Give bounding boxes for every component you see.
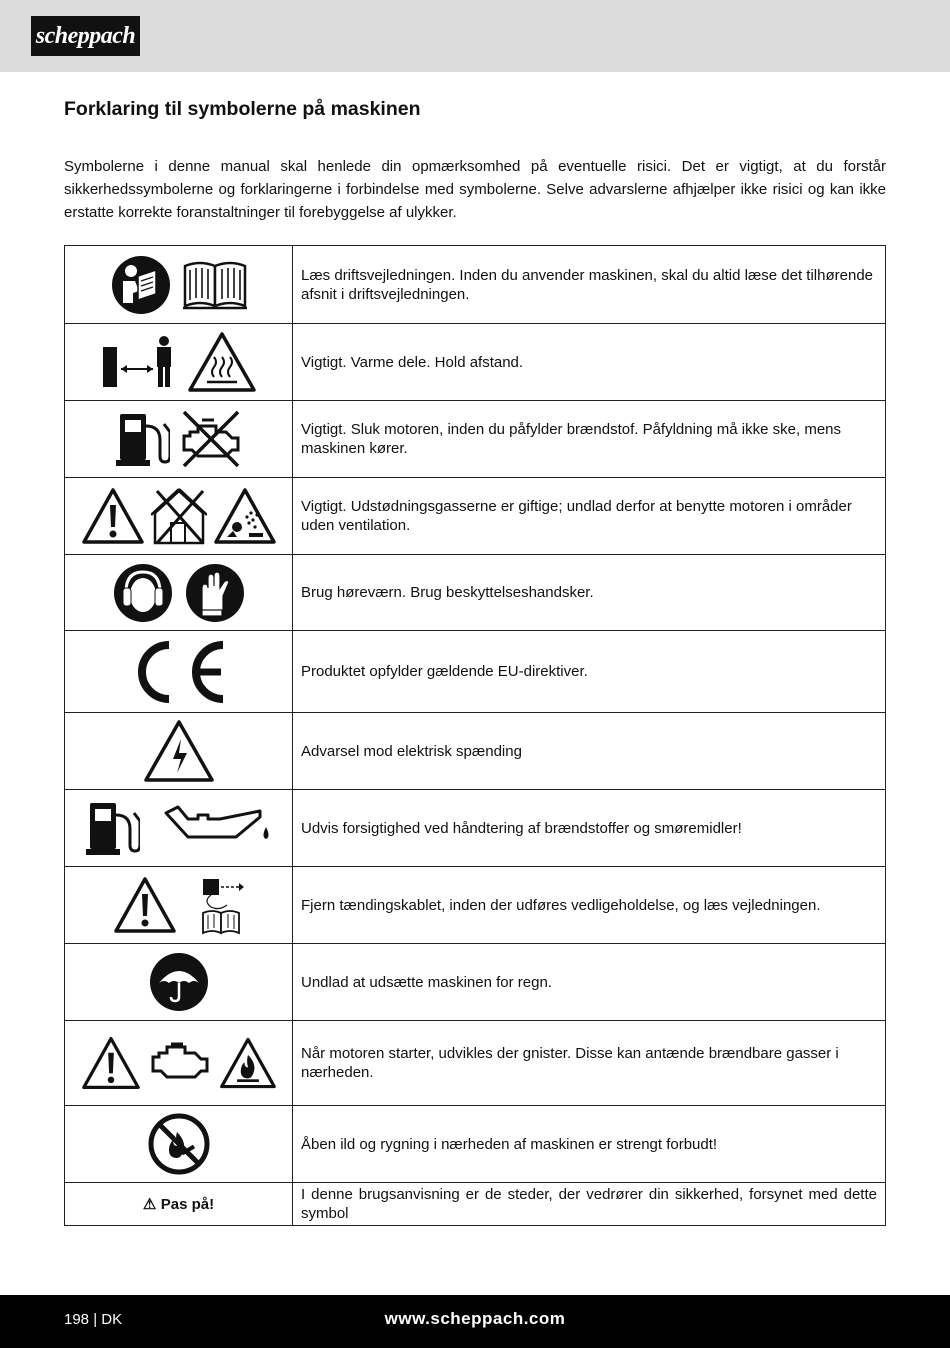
scheppach-logo: scheppach [31,16,140,56]
flammable-warning-icon [219,1036,277,1090]
icon-cell [65,1106,293,1183]
description-cell: Advarsel mod elektrisk spænding [293,713,886,790]
website-link[interactable]: www.scheppach.com [384,1309,566,1328]
toxic-fumes-warning-icon [213,487,277,545]
general-warning-icon [81,487,145,545]
table-row [65,631,886,713]
description-cell: Vigtigt. Sluk motoren, inden du påfylder brændstof. Påfyldning må ikke ske, mens maskinen kører. [293,401,886,478]
spark-plug-manual-icon [199,875,245,935]
table-row [65,324,886,401]
icon-cell [65,1021,293,1106]
keep-distance-icon [101,335,177,389]
icon-cell [65,478,293,555]
protect-from-rain-icon [148,951,210,1013]
table-row [65,1106,886,1183]
open-book-icon [182,260,248,310]
icon-cell [65,555,293,631]
description-cell: Når motoren starter, udvikles der gnister. Disse kan antænde brændbare gasser i nærheden. [293,1021,886,1106]
icon-cell [65,246,293,324]
description-cell: Vigtigt. Varme dele. Hold afstand. [293,324,886,401]
description-cell: Undlad at udsætte maskinen for regn. [293,944,886,1021]
table-row [65,478,886,555]
table-row [65,790,886,867]
page-title: Forklaring til symbolerne på maskinen [64,98,421,120]
symbol-table [64,245,886,1226]
header-bar [0,0,950,72]
description-cell: Udvis forsigtighed ved håndtering af brændstoffer og smøremidler! [293,790,886,867]
caution-label: Pas på! [160,1195,215,1213]
caution-symbol: ⚠ [142,1195,157,1213]
icon-cell [65,867,293,944]
table-row [65,713,886,790]
table-row [65,867,886,944]
general-warning-icon [81,1035,141,1091]
ce-mark-icon [129,639,229,705]
fuel-pump-icon [116,410,170,468]
general-warning-icon [113,876,177,934]
ear-protection-icon [112,562,174,624]
page-number: 198 | DK [64,1311,123,1328]
icon-cell [65,631,293,713]
icon-cell [65,790,293,867]
table-row [65,1183,886,1226]
table-row [65,246,886,324]
description-cell: I denne brugsanvisning er de steder, der vedrører din sikkerhed, forsynet med dette symbol [293,1183,886,1226]
description-cell: Fjern tændingskablet, inden der udføres vedligeholdelse, og læs vejledningen. [293,867,886,944]
table-row [65,555,886,631]
icon-cell [65,713,293,790]
footer-bar [0,1295,950,1348]
engine-icon [149,1041,211,1085]
electric-voltage-warning-icon [143,719,215,783]
description-cell: Brug høreværn. Brug beskyttelseshandsker. [293,555,886,631]
no-open-flame-icon [147,1112,211,1176]
intro-paragraph: Symbolerne i denne manual skal henlede din opmærksomhed på eventuelle risici. Det er vigtigt, at du forstår sikkerhedssymbolerne og forklaringerne i forbindelse med symbolerne. Selve advarslerne afhjælper ikke risici og kan ikke erstatte korrekte foranstaltninger til forebyggelse af ulykker. [64,158,886,221]
description-cell: Læs driftsvejledningen. Inden du anvender maskinen, skal du altid læse det tilhørende afsnit i driftsvejledningen. [293,246,886,324]
icon-cell [65,324,293,401]
icon-cell [65,1183,293,1226]
read-manual-icon [110,254,172,316]
description-cell: Vigtigt. Udstødningsgasserne er giftige; undlad derfor at benytte motoren i områder uden ventilation. [293,478,886,555]
hot-surface-warning-icon [187,331,257,393]
fuel-pump-icon [86,799,140,857]
icon-cell [65,401,293,478]
description-cell: Produktet opfylder gældende EU-direktiver. [293,631,886,713]
table-row [65,401,886,478]
protective-gloves-icon [184,562,246,624]
icon-cell [65,944,293,1021]
oil-can-icon [164,803,272,853]
description-cell: Åben ild og rygning i nærheden af maskinen er strengt forbudt! [293,1106,886,1183]
engine-crossed-icon [180,410,242,468]
table-row [65,1021,886,1106]
no-indoor-use-icon [151,487,207,545]
table-row [65,944,886,1021]
